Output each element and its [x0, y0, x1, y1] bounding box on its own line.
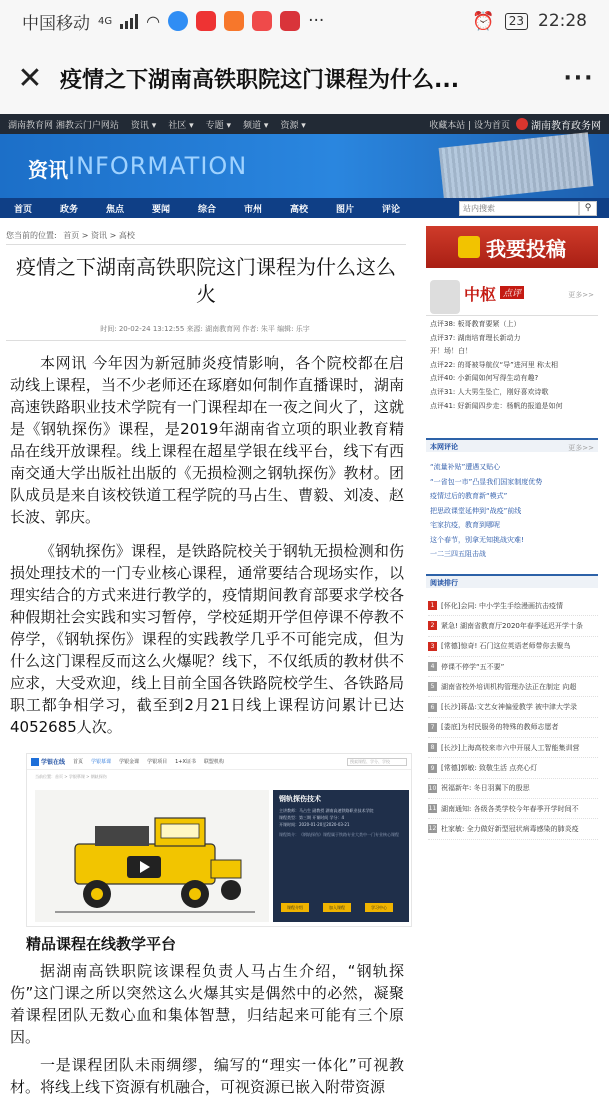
comments-section-header [426, 438, 598, 452]
article-paragraph: 本网讯 今年因为新冠肺炎疫情影响，各个院校都在启动线上课程，当不少老师还在琢磨如何制作直播课时，湖南高速铁路职业技术学院有一门课程却在一夜之间火了，这就是《钢轨探伤》课程，是2019年湖南省立项的职业教育精品在线开放课程。线上课程在超星学银在线平台，线下有西南交通大学出版社出版的《无损检测之钢轨探伤》教材。团队成员是来自该校铁道工程学院的马占生、曹毅、刘凌、赵长波、郭庆。 [10, 354, 404, 526]
rank-title: 停课不停学“五不要” [441, 662, 505, 671]
join-course-button: 加入课程 [323, 903, 351, 912]
rank-number: 12 [428, 825, 437, 833]
platform-search: 搜索课程、学分、学校 [347, 758, 407, 766]
close-icon[interactable]: ✕ [17, 60, 43, 96]
rail-inspection-cart-illustration [35, 790, 269, 922]
commentary-tag: 点评 [500, 286, 524, 299]
course-video-thumbnail [35, 790, 269, 922]
platform-nav-item: 学银金课 [119, 759, 140, 765]
comments-header-label: 本网评论 [430, 443, 458, 451]
rank-title: 杜家敏: 全力做好新型冠状病毒感染的肺炎疫 [441, 824, 579, 833]
banner-title: 资讯 [28, 158, 68, 182]
course-info-panel [273, 790, 409, 922]
course-platform-image [26, 753, 412, 927]
rank-number: 6 [428, 703, 437, 712]
rank-number: 9 [428, 764, 437, 773]
platform-nav-item: 首页 [73, 759, 84, 765]
site-menu-channels[interactable]: 频道 ▾ [243, 120, 269, 131]
page-title: 疫情之下湖南高铁职院这门课程为什么... [60, 67, 460, 93]
ranking-item[interactable] [428, 819, 598, 839]
rank-title: [怀化]会同: 中小学生手绘漫画抗击疫情 [441, 601, 564, 610]
rank-title: 紧急! 湖南省教育厅2020年春季延迟开学十条 [441, 621, 583, 630]
ranking-item[interactable] [428, 718, 598, 738]
platform-nav-item: 1+X证书 [175, 759, 196, 765]
course-title: 钢轨探伤技术 [279, 795, 321, 803]
app-icon-video [224, 11, 244, 31]
logo-icon [31, 758, 39, 766]
alarm-icon: ⏰ [472, 10, 495, 32]
rank-title: 湖南通知: 各级各类学校今年春季开学时间不 [441, 804, 579, 813]
course-intro-button: 课程介绍 [281, 903, 309, 912]
ranking-list [428, 596, 598, 840]
course-description: 课程简介：《钢轨探伤》课程属于铁路专业大类中一门专业核心课程 [279, 832, 399, 837]
emblem-icon [516, 118, 528, 130]
course-info-row: 课程类型：第三期 开课时间 学分：4 [279, 815, 345, 820]
ranking-item[interactable] [428, 657, 598, 677]
divider [6, 244, 406, 245]
rank-number: 1 [428, 601, 437, 610]
ranking-item[interactable] [428, 738, 598, 758]
list-item[interactable]: 点评38: 板哥教育要紧（上） [430, 320, 521, 328]
ranking-item[interactable] [428, 799, 598, 819]
course-info-row: 开课时间：2020-01-20至2020-03-21 [279, 822, 350, 827]
nav-item-home[interactable]: 首页 [13, 204, 32, 215]
list-item[interactable]: 点评41: 好新闻四步走：杨帆的报道是如何 [430, 401, 563, 410]
more-notifications-icon: ··· [308, 11, 325, 31]
list-item[interactable]: 宅家抗疫，教育到哪呢 [430, 521, 500, 529]
clock: 22:28 [538, 11, 587, 31]
more-menu-button[interactable]: ··· [563, 65, 595, 91]
signal-icon [120, 13, 138, 29]
article-meta: 时间: 20-02-24 13:12:55 来源: 湖南教育网 作者: 朱平 编辑: 乐宇 [100, 325, 310, 333]
rank-number: 4 [428, 662, 437, 671]
pen-icon [458, 236, 480, 258]
commentator-avatar [430, 280, 460, 314]
nav-item-cities[interactable]: 市州 [243, 204, 262, 215]
rank-title: 祝福新年: 冬日羽翼下的殷思 [441, 784, 530, 793]
article-paragraph: 据湖南高铁职院该课程负责人马占生介绍，“钢轨探伤”这门课之所以突然这么火爆其实是偶然中的必然，凝聚着课程团队无数心血和集体智慧，归结起来可能有三个原因。 [10, 962, 404, 1046]
app-icon-browser [168, 11, 188, 31]
course-buttons [281, 903, 393, 912]
list-item[interactable]: 一二三四五阻击战 [430, 550, 486, 558]
nav-item-government[interactable]: 政务 [59, 204, 78, 215]
rank-number: 3 [428, 642, 437, 651]
list-item[interactable]: 点评31: 人大男生坠亡，刚好喜欢诗歌 [430, 387, 549, 396]
more-link[interactable]: 更多>> [568, 444, 594, 452]
ranking-item[interactable] [428, 616, 598, 636]
site-top-strip [0, 114, 609, 134]
rank-number: 2 [428, 621, 437, 630]
list-item[interactable]: 点评37: 湖南培育理长新动力 [430, 333, 521, 342]
status-bar [0, 0, 609, 42]
image-caption: 精品课程在线教学平台 [26, 935, 177, 953]
ranking-item[interactable] [428, 758, 598, 778]
site-brand[interactable] [516, 117, 601, 132]
nav-item-pictures[interactable]: 图片 [335, 204, 354, 215]
list-item[interactable]: 点评22: 的哥被导航仪“导”进河里 称太相 [430, 360, 558, 369]
site-link-home[interactable]: 湖南教育网 湘教云门户网站 [8, 120, 119, 131]
ranking-item[interactable] [428, 596, 598, 616]
app-icon-mail [252, 11, 272, 31]
article-paragraph: 《钢轨探伤》课程，是铁路院校关于钢轨无损检测和伤损处理技术的一门专业核心课程，通常要结合现场实作，以理实结合的方式来进行教学的，疫情期间教育部要求学校各种假期社会实践和实习暂停，学校延期开学但停课不停教不停学，《钢轨探伤》课程的实践教学几乎不可能完成，但为什么这门课程反而这么火爆呢？线下，不仅纸质的教材供不应求，大受欢迎，线上目前全国各铁路院校学生、各铁路局职工都争相学习，截至到2月21日线上课程访问累计已达4052685人次。 [10, 542, 404, 736]
rank-number: 8 [428, 743, 437, 752]
rank-number: 11 [428, 805, 437, 813]
course-info-row: 主讲教师：马占生 副教授 湖南高速铁路职业技术学院 [279, 808, 374, 813]
rank-title: [长沙]蒋晶:文艺女神偏爱教学 被中津大学录 [441, 703, 578, 712]
nav-item-colleges[interactable]: 高校 [289, 204, 308, 215]
ranking-item[interactable] [428, 697, 598, 717]
rank-title: 湖南省校外培训机构管理办法正在制定 向超 [441, 682, 577, 691]
platform-header [27, 754, 411, 770]
carrier-label: 中国移动 [22, 13, 90, 34]
commentary-header [426, 278, 598, 316]
site-menu-resources[interactable]: 资源 ▾ [280, 120, 306, 131]
app-icon-news [196, 11, 216, 31]
article-title: 疫情之下湖南高铁职院这门课程为什么这么火 [16, 255, 396, 306]
search-icon[interactable]: ⚲ [579, 201, 597, 216]
platform-logo-text: 学银在线 [41, 759, 66, 766]
rank-number: 10 [428, 784, 437, 792]
brand-label: 湖南教育政务网 [531, 120, 601, 132]
nav-item-headlines[interactable]: 要闻 [151, 204, 170, 215]
commentary-list [430, 318, 598, 413]
ranking-item[interactable] [428, 677, 598, 697]
list-item[interactable]: 这个春节，别拿无知挑战灾难! [430, 535, 524, 544]
wifi-icon: ◠ [146, 11, 161, 31]
network-type: 4G [98, 15, 113, 27]
title-bar [0, 42, 609, 114]
site-menu-topics[interactable]: 专题 ▾ [205, 120, 232, 131]
rank-number: 7 [428, 723, 437, 732]
breadcrumb-label: 您当前的位置: [6, 231, 57, 240]
rank-title: [常德]郭敏: 致敬生活 点亮心灯 [441, 764, 538, 773]
rank-title: [娄底]为村民服务的特殊的教师志愿者 [441, 723, 559, 732]
divider [6, 340, 406, 341]
ranking-section-header [426, 574, 598, 588]
rank-number: 5 [428, 682, 437, 691]
platform-logo [31, 757, 65, 766]
app-icon-game [280, 11, 300, 31]
nav-item-focus[interactable]: 焦点 [105, 204, 124, 215]
ranking-item[interactable] [428, 637, 598, 657]
banner-subtitle: INFORMATION [68, 152, 248, 180]
list-item[interactable]: “流量补贴”遭遇又贴心 [430, 463, 501, 471]
platform-nav-item: 联盟机构 [203, 759, 224, 765]
submit-article-label: 我要投稿 [486, 236, 566, 261]
site-menu-news[interactable]: 资讯 ▾ [130, 120, 157, 131]
bookmark-links[interactable]: 收藏本站 | 设为首页 [429, 120, 510, 131]
ranking-item[interactable] [428, 779, 598, 799]
list-item[interactable]: 开！场！白！ [430, 347, 472, 356]
site-search [459, 201, 597, 216]
battery-indicator: 23 [505, 13, 528, 30]
main-nav [0, 198, 609, 218]
ranking-header-label: 阅读排行 [430, 579, 458, 587]
platform-breadcrumb: 当前位置：首页 > 学银慕课 > 钢轨探伤 [35, 774, 107, 779]
newspaper-graphic [439, 132, 594, 201]
list-item[interactable]: 把思政课堂延伸到“战疫”前线 [430, 506, 522, 515]
list-item[interactable]: 疫情过后的教育新“模式” [430, 492, 508, 500]
rank-title: [常德]惊奇! 石门这位英语老师带你去聚鸟 [441, 642, 571, 651]
platform-nav-item: 学银慕课 [91, 759, 112, 765]
list-item[interactable]: “一省包一市”凸显我们国家制度优势 [430, 477, 543, 486]
comments-list [430, 460, 598, 562]
more-link[interactable]: 更多>> [568, 291, 594, 299]
breadcrumb-path[interactable]: 首页 > 资讯 > 高校 [63, 231, 135, 240]
article-paragraph: 一是课程团队未雨绸缪，编写的“理实一体化”可视教材。将线上线下资源有机融合，可视资源已嵌入附带资源 [10, 1056, 404, 1096]
breadcrumb [6, 230, 135, 241]
search-input[interactable] [459, 201, 579, 216]
rank-title: [长沙]上海高校来市六中开展人工智能集训营 [441, 743, 580, 752]
learning-center-button: 学习中心 [365, 903, 393, 912]
nav-item-general[interactable]: 综合 [197, 204, 216, 215]
submit-article-button[interactable] [426, 226, 598, 268]
sidebar [424, 218, 600, 1083]
list-item[interactable]: 点评40: 小新闻如何写得生动有趣? [430, 374, 539, 383]
platform-nav-item: 学银项目 [147, 759, 168, 765]
article-column [0, 218, 410, 1096]
commentary-brand: 中枢 [464, 285, 497, 304]
nav-item-comments[interactable]: 评论 [381, 204, 400, 215]
site-banner [0, 134, 609, 198]
site-menu-community[interactable]: 社区 ▾ [168, 120, 194, 131]
